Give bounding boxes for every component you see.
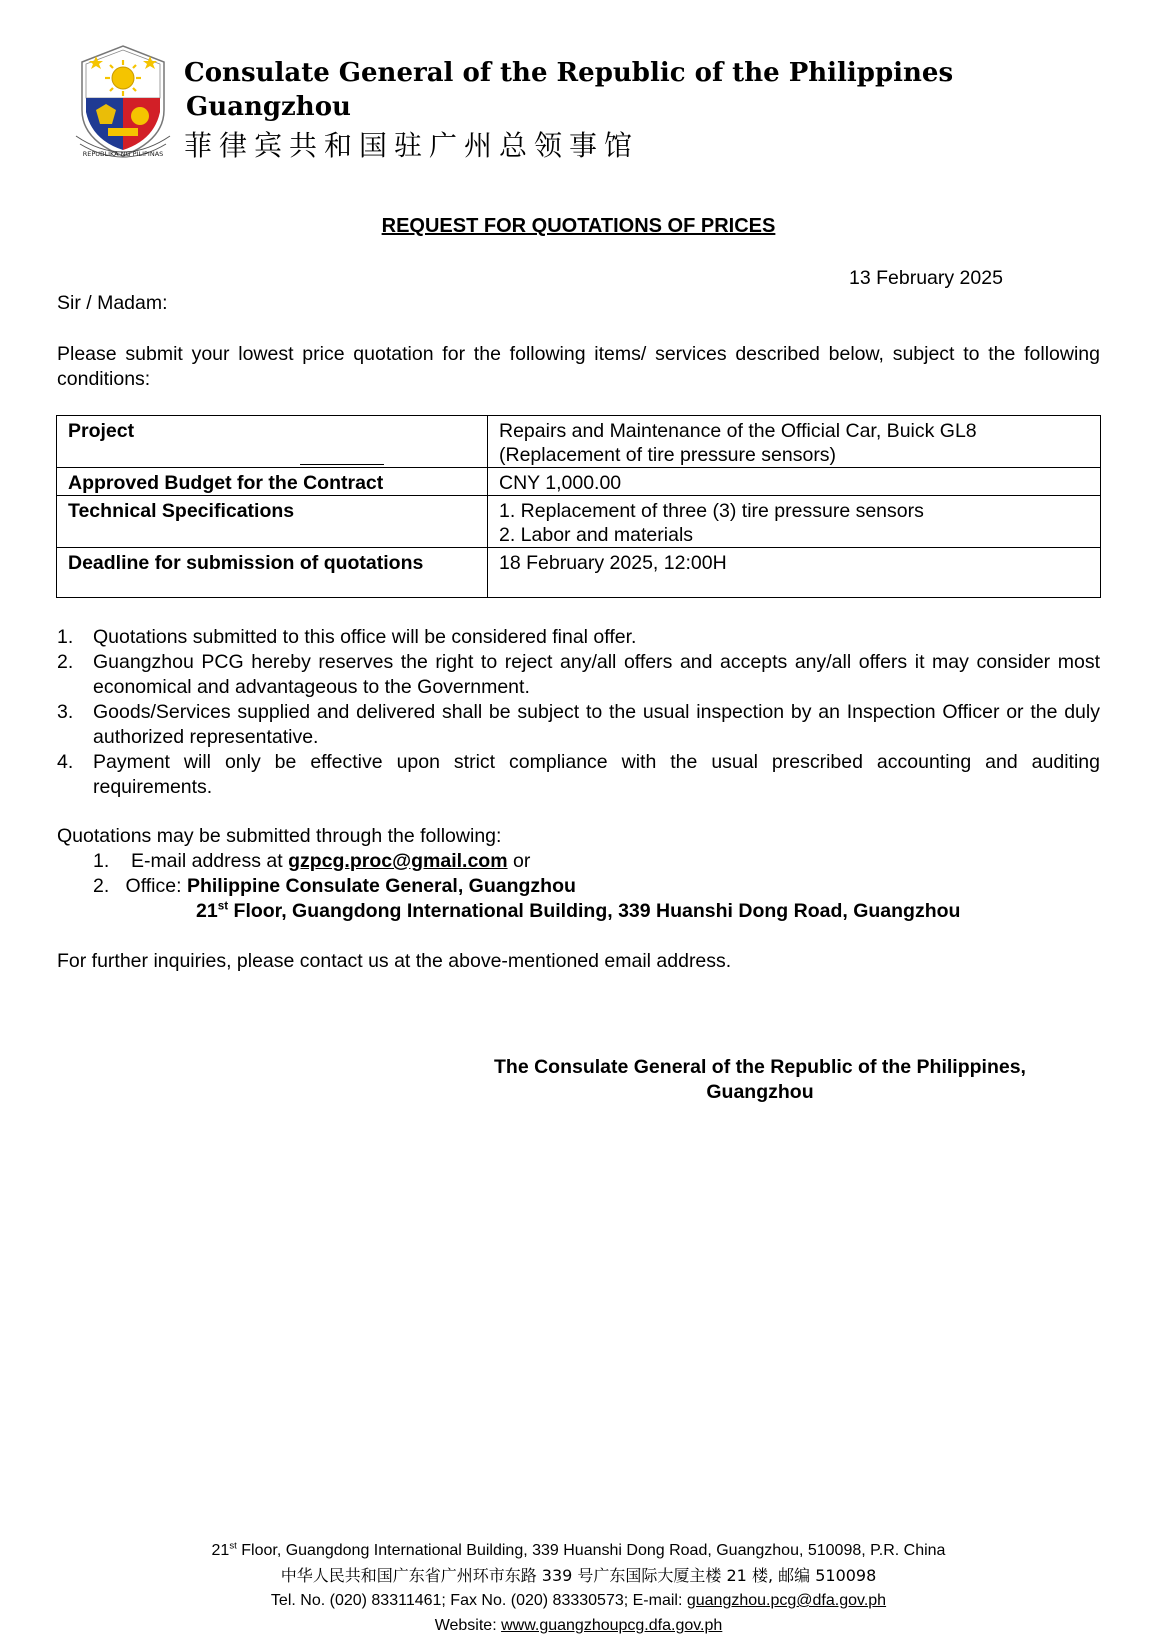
table-row xyxy=(57,548,1101,598)
row-value xyxy=(488,416,1101,468)
header-chinese-title: 菲律宾共和国驻广州总领事馆 xyxy=(184,129,640,162)
list-number: 4. xyxy=(57,751,74,773)
row-value xyxy=(488,496,1101,548)
row-label: Project xyxy=(57,416,488,468)
submission-num: 1. xyxy=(93,850,110,872)
document-title: REQUEST FOR QUOTATIONS OF PRICES xyxy=(381,215,776,237)
list-text: Payment will only be effective upon strict compliance with the usual prescribed accounting and auditing requirements. xyxy=(93,751,1100,798)
footer xyxy=(0,1538,1157,1638)
philippines-seal-logo xyxy=(72,40,174,164)
footer-address: 21st Floor, Guangdong International Building, 339 Huanshi Dong Road, Guangzhou, 510098, P.R. China xyxy=(211,1540,946,1559)
document-date: 13 February 2025 xyxy=(849,267,1003,289)
row-value-line: Repairs and Maintenance of the Official Car, Buick GL8 xyxy=(499,420,977,442)
list-item xyxy=(57,625,1100,650)
signature-block xyxy=(480,1055,1040,1105)
spec-table xyxy=(56,415,1101,598)
submission-office-prefix: Office: xyxy=(125,875,187,897)
salutation: Sir / Madam: xyxy=(57,292,168,314)
row-label: Approved Budget for the Contract xyxy=(57,468,488,496)
list-number: 1. xyxy=(57,626,74,648)
table-row xyxy=(57,416,1101,468)
submission-office-line xyxy=(93,875,576,898)
row-value-line: (Replacement of tire pressure sensors) xyxy=(499,444,837,466)
footer-website-link[interactable]: www.guangzhoupcg.dfa.gov.ph xyxy=(501,1617,723,1634)
submission-office-name: Philippine Consulate General, Guangzhou xyxy=(186,875,576,897)
inquiries-note: For further inquiries, please contact us at the above-mentioned email address. xyxy=(57,950,732,972)
row-value-line: 18 February 2025, 12:00H xyxy=(499,552,727,574)
conditions-list xyxy=(57,625,1100,800)
signature-line: Guangzhou xyxy=(706,1081,814,1103)
footer-email-link[interactable]: guangzhou.pcg@dfa.gov.ph xyxy=(686,1592,887,1609)
submission-intro: Quotations may be submitted through the following: xyxy=(57,825,502,847)
list-text: Goods/Services supplied and delivered shall be subject to the usual inspection by an Inspection Officer or the duly authorized representative. xyxy=(93,701,1100,748)
footer-website: Website: www.guangzhoupcg.dfa.gov.ph xyxy=(434,1617,723,1634)
list-item xyxy=(57,750,1100,800)
row-value xyxy=(488,548,1101,598)
list-item xyxy=(57,700,1100,750)
signature-line: The Consulate General of the Republic of the Philippines, xyxy=(494,1056,1026,1078)
submission-email-line xyxy=(93,850,530,873)
header-title: Consulate General of the Republic of the Philippines xyxy=(184,58,954,88)
table-row xyxy=(57,496,1101,548)
submission-email-suffix: or xyxy=(507,850,531,872)
table-row xyxy=(57,468,1101,496)
submission-office-address: 21st Floor, Guangdong International Building, 339 Huanshi Dong Road, Guangzhou xyxy=(196,899,961,922)
header-city: Guangzhou xyxy=(186,92,351,122)
submission-num: 2. xyxy=(93,875,110,897)
list-text: Quotations submitted to this office will be considered final offer. xyxy=(93,626,637,648)
decorative-underline xyxy=(300,464,384,465)
row-value-line: 1. Replacement of three (3) tire pressure sensors xyxy=(499,500,924,522)
list-item xyxy=(57,650,1100,700)
intro-paragraph: Please submit your lowest price quotation for the following items/ services described below, subject to the following conditions: xyxy=(57,343,1100,390)
list-number: 3. xyxy=(57,701,74,723)
row-label: Deadline for submission of quotations xyxy=(57,548,488,598)
footer-chinese-address: 中华人民共和国广东省广州环市东路 339 号广东国际大厦主楼 21 楼, 邮编 510098 xyxy=(280,1566,877,1585)
submission-email-link[interactable]: gzpcg.proc@gmail.com xyxy=(288,850,508,872)
submission-email-prefix: E-mail address at xyxy=(130,850,289,872)
list-text: Guangzhou PCG hereby reserves the right to reject any/all offers and accepts any/all offers it may consider most economical and advantageous to the Government. xyxy=(93,651,1100,698)
row-value-line: 2. Labor and materials xyxy=(499,524,694,546)
row-label: Technical Specifications xyxy=(57,496,488,548)
row-value-line: CNY 1,000.00 xyxy=(499,472,622,494)
row-value xyxy=(488,468,1101,496)
list-number: 2. xyxy=(57,651,74,673)
footer-contact: Tel. No. (020) 83311461; Fax No. (020) 83330573; E-mail: guangzhou.pcg@dfa.gov.ph xyxy=(270,1592,887,1609)
seal-text: REPUBLIKA NG PILIPINAS xyxy=(82,150,164,158)
